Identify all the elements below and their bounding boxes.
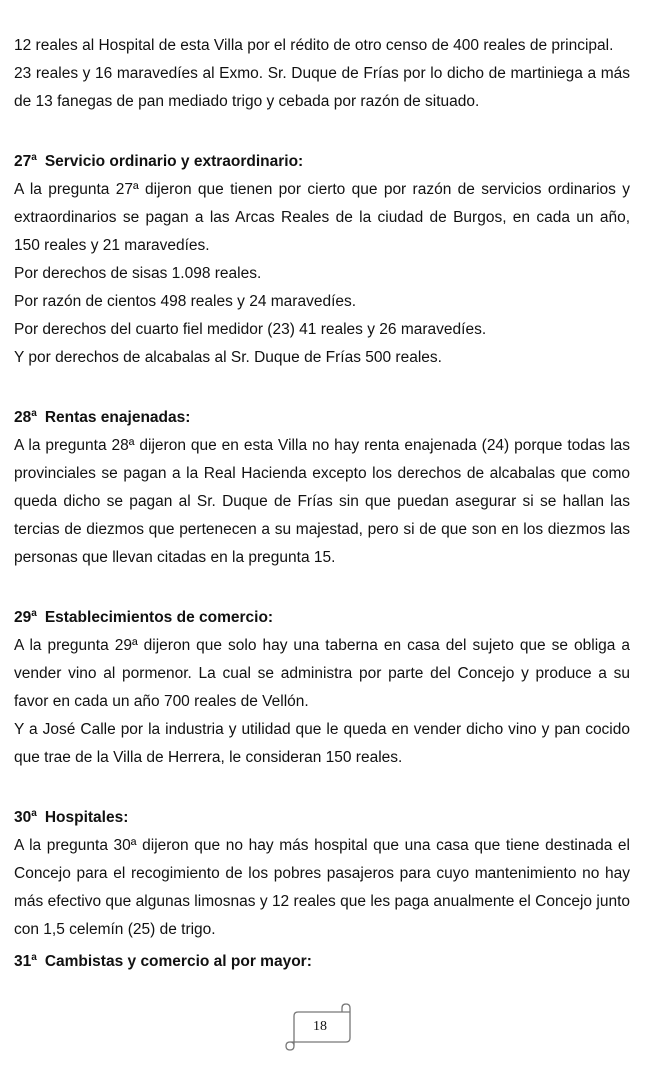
section-paragraph: Por razón de cientos 498 reales y 24 maravedíes. — [14, 293, 357, 310]
section-29 — [14, 600, 630, 772]
section-heading: 30$^a$ Hospitales: — [14, 808, 129, 826]
section-heading: 27$^a$ Servicio ordinario y extraordinario: — [14, 152, 304, 170]
section-heading: 29$^a$ Establecimientos de comercio: — [14, 608, 274, 626]
section-paragraph: Por derechos de sisas 1.098 reales. — [14, 265, 262, 282]
intro-paragraph-2: 23 reales y 16 maravedíes al Exmo. Sr. Duque de Frías por lo dicho de martiniega a más de 13 fanegas de pan mediado trigo y cebada por razón de situado. — [14, 65, 630, 110]
document-body — [14, 32, 630, 976]
section-paragraph: Por derechos del cuarto fiel medidor (23) 41 reales y 26 maravedíes. — [14, 321, 487, 338]
section-paragraph: A la pregunta 28ª dijeron que en esta Villa no hay renta enajenada (24) porque todas las provinciales se pagan a la Real Hacienda excepto los derechos de alcabalas que como queda dicho se pagan al Sr. Duque de Frías sin que puedan asegurar si se hallan las tercias de diezmos que pertenecen a su majestad, pero si de que son en los diezmos las personas que llevan citadas en la pregunta 15. — [14, 437, 630, 566]
section-heading-31: 31$^a$ Cambistas y comercio al por mayor: — [14, 952, 312, 970]
section-paragraph: Y a José Calle por la industria y utilidad que le queda en vender dicho vino y pan cocido que trae de la Villa de Herrera, le consideran 150 reales. — [14, 721, 630, 766]
section-27 — [14, 144, 630, 372]
intro-paragraph-1: 12 reales al Hospital de esta Villa por el rédito de otro censo de 400 reales de principal. — [14, 37, 614, 54]
section-paragraph: A la pregunta 29ª dijeron que solo hay una taberna en casa del sujeto que se obliga a vender vino al pormenor. La cual se administra por parte del Concejo y produce a su favor en cada un año 700 reales de Vellón. — [14, 637, 630, 710]
page-number-scroll — [284, 1002, 356, 1052]
section-paragraph: A la pregunta 30ª dijeron que no hay más hospital que una casa que tiene destinada el Concejo para el recogimiento de los pobres pasajeros para cuyo mantenimiento no hay más efectivo que algunas limosnas y 12 reales que les paga anualmente el Concejo junto con 1,5 celemín (25) de trigo. — [14, 837, 630, 938]
page-number: 18 — [313, 1019, 327, 1034]
section-paragraph: Y por derechos de alcabalas al Sr. Duque de Frías 500 reales. — [14, 349, 442, 366]
section-28 — [14, 400, 630, 572]
section-paragraph: A la pregunta 27ª dijeron que tienen por cierto que por razón de servicios ordinarios y extraordinarios se pagan a las Arcas Reales de la ciudad de Burgos, en cada un año, 150 reales y 21 maravedíes. — [14, 181, 630, 254]
section-30 — [14, 800, 630, 944]
section-heading: 28$^a$ Rentas enajenadas: — [14, 408, 191, 426]
